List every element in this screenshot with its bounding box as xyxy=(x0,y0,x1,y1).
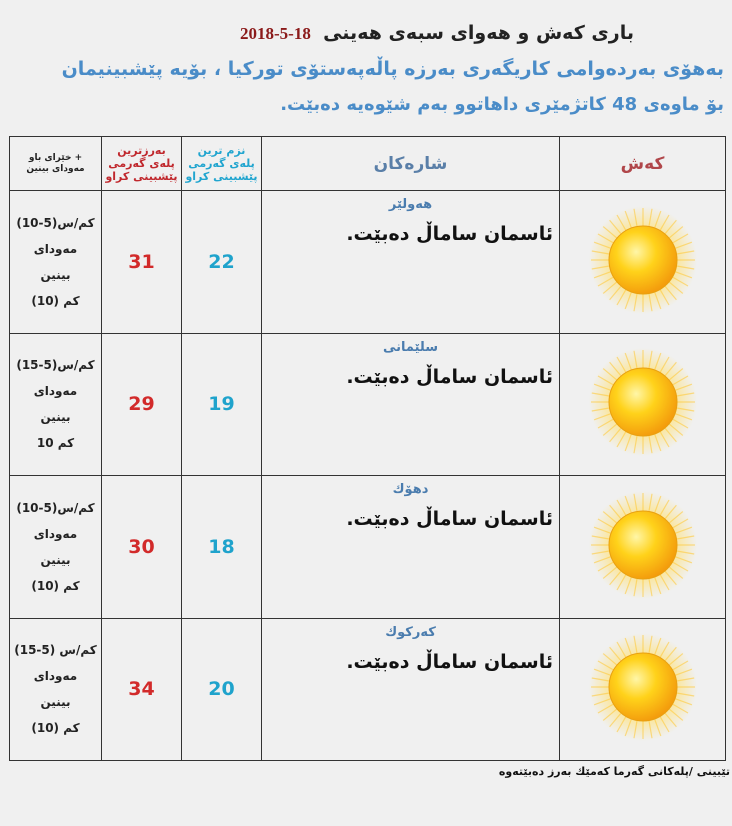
visibility-label: بینین xyxy=(40,267,71,282)
header-weather: كەش xyxy=(560,137,726,191)
visibility-label: بینین xyxy=(40,695,71,710)
city-cell xyxy=(262,476,560,619)
forecast-table xyxy=(9,136,726,761)
city-cell xyxy=(262,191,560,334)
weather-icon-cell xyxy=(560,618,726,761)
table-row xyxy=(10,476,726,619)
min-temp: 22 xyxy=(182,191,262,334)
wind-speed: (10-5)كم/س xyxy=(16,500,95,515)
footnote: تێبینی /پلەكانی گەرما كەمێك بەرز دەبێتەوە xyxy=(498,765,730,778)
weather-icon-cell xyxy=(560,333,726,476)
max-temp: 34 xyxy=(102,618,182,761)
visibility-label: مەودای xyxy=(33,241,78,256)
visibility-cell xyxy=(10,618,102,761)
visibility-label: بینین xyxy=(40,552,71,567)
forecast-date: 2018-5-18 xyxy=(240,24,311,43)
visibility-cell xyxy=(10,333,102,476)
city-name: كەركوك xyxy=(385,624,436,640)
max-temp: 29 xyxy=(102,333,182,476)
header-max-temp: بەرزترین پلەی گەرمی پێشبینی كراو xyxy=(102,137,182,191)
wind-speed: (15-5)كم/س xyxy=(16,358,95,373)
weather-condition: ئاسمان ساماڵ دەبێت. xyxy=(346,650,553,673)
visibility-cell xyxy=(10,191,102,334)
city-cell xyxy=(262,333,560,476)
visibility-label: بینین xyxy=(40,410,71,425)
sun-icon xyxy=(588,727,698,746)
sun-icon xyxy=(588,300,698,319)
weather-icon-cell xyxy=(560,476,726,619)
weather-condition: ئاسمان ساماڵ دەبێت. xyxy=(346,365,553,388)
weather-condition: ئاسمان ساماڵ دەبێت. xyxy=(346,508,553,530)
visibility-label: مەودای xyxy=(33,526,78,541)
weather-icon-cell xyxy=(560,191,726,334)
subtitle-line-1: بەهۆی بەردەوامی كاریگەری بەرزە پاڵەپەستۆی توركیا ، بۆیە پێشبینیمان xyxy=(61,58,724,80)
sun-icon xyxy=(588,442,698,461)
city-name: دهۆك xyxy=(392,482,429,497)
weather-condition: ئاسمان ساماڵ دەبێت. xyxy=(346,223,553,245)
sun-icon xyxy=(588,585,698,604)
wind-speed: (10-5)كم/س xyxy=(16,215,95,230)
city-name: هەولێر xyxy=(388,197,433,212)
min-temp: 18 xyxy=(182,476,262,619)
table-row xyxy=(10,333,726,476)
header-cities: شارەكان xyxy=(262,137,560,191)
visibility-distance: (10) كم xyxy=(31,293,80,308)
table-header-row xyxy=(10,137,726,191)
city-cell xyxy=(262,618,560,761)
header-visibility: خێرای باو + مەودای بینین xyxy=(10,137,102,191)
table-row xyxy=(10,618,726,761)
max-temp: 31 xyxy=(102,191,182,334)
visibility-label: مەودای xyxy=(33,669,78,684)
title-line xyxy=(0,20,732,50)
min-temp: 19 xyxy=(182,333,262,476)
subtitle-line-2: بۆ ماوەی 48 كاتژمێری داهاتوو بەم شێوەیە دەبێت. xyxy=(280,94,724,115)
visibility-distance: 10 كم xyxy=(36,436,75,451)
visibility-distance: (10) كم xyxy=(31,578,80,593)
wind-speed: (15-5) كم/س xyxy=(14,643,97,658)
table-row xyxy=(10,191,726,334)
city-name: سلێمانی xyxy=(382,339,439,355)
max-temp: 30 xyxy=(102,476,182,619)
visibility-cell xyxy=(10,476,102,619)
page-title: باری كەش و هەوای سبەی هەینی xyxy=(323,22,634,44)
min-temp: 20 xyxy=(182,618,262,761)
visibility-label: مەودای xyxy=(33,384,78,399)
visibility-distance: (10) كم xyxy=(31,721,80,736)
header-min-temp: نزم ترین پلەی گەرمی پێشبینی كراو xyxy=(182,137,262,191)
